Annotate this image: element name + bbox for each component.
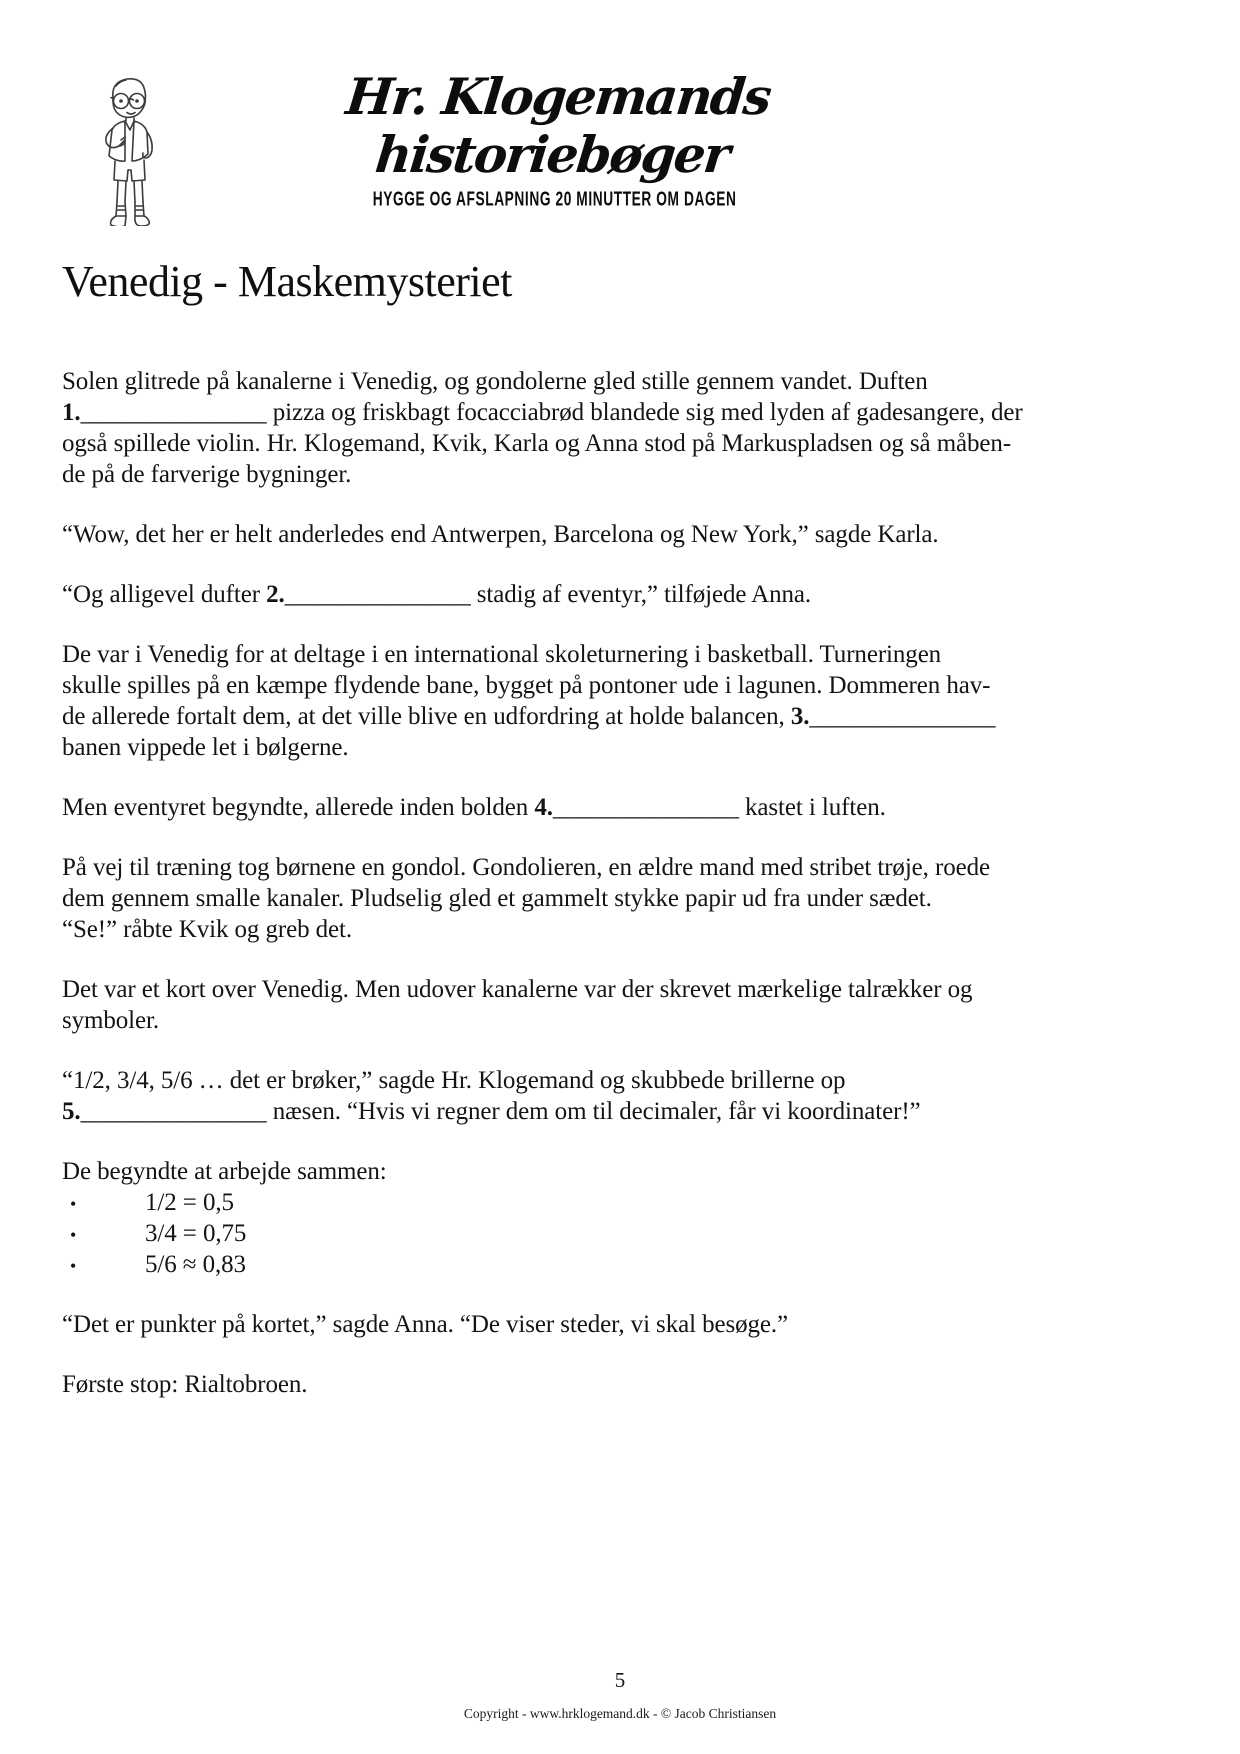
bullet-icon: • [70, 1225, 77, 1245]
story-line: skulle spilles på en kæmpe flydende bane, bygget på pontoner ude i lagunen. Dommeren hav- [62, 672, 991, 699]
story-line: Solen glitrede på kanalerne i Venedig, og gondolerne gled stille gennem vandet. Duften [62, 368, 928, 395]
bullet-icon: • [70, 1256, 77, 1276]
brand-block [205, 67, 905, 210]
story-line: de allerede fortalt dem, at det ville blive en udfordring at holde balancen, 3._______________ [62, 703, 996, 730]
page-title: Venedig - Maskemysteriet [62, 257, 512, 306]
bullet-text: 5/6 ≈ 0,83 [145, 1251, 246, 1278]
story-line: “Se!” råbte Kvik og greb det. [62, 916, 353, 943]
story-line: dem gennem smalle kanaler. Pludselig gled et gammelt stykke papir ud fra under sædet. [62, 885, 932, 912]
story-line: “Wow, det her er helt anderledes end Antwerpen, Barcelona og New York,” sagde Karla. [62, 521, 939, 548]
story-line: “Det er punkter på kortet,” sagde Anna. “De viser steder, vi skal besøge.” [62, 1311, 789, 1338]
bullet-text: 1/2 = 0,5 [145, 1189, 234, 1216]
paragraph [62, 852, 1172, 945]
story-line: de på de farverige bygninger. [62, 461, 352, 488]
story-line: Men eventyret begyndte, allerede inden bolden 4._______________ kastet i luften. [62, 794, 886, 821]
brand-subtitle: HYGGE OG AFSLAPNING 20 MINUTTER OM DAGEN [373, 187, 737, 210]
paragraph [62, 639, 1172, 763]
bullet-item [62, 1249, 1172, 1280]
paragraph [62, 1065, 1172, 1127]
story-text [62, 366, 1172, 1429]
brand-header [85, 68, 1180, 228]
story-line: “1/2, 3/4, 5/6 … det er brøker,” sagde Hr. Klogemand og skubbede brillerne op [62, 1067, 846, 1094]
story-line: Første stop: Rialtobroen. [62, 1371, 308, 1398]
story-line: De begyndte at arbejde sammen: [62, 1158, 387, 1185]
story-line: 1._______________ pizza og friskbagt focacciabrød blandede sig med lyden af gadesangere, der [62, 399, 1023, 426]
page-number: 5 [614, 1668, 626, 1692]
bullet-item [62, 1218, 1172, 1249]
brand-title: Hr. Klogemands historiebøger [343, 67, 773, 184]
story-line: symboler. [62, 1007, 160, 1034]
bullet-item [62, 1187, 1172, 1218]
bullet-icon: • [70, 1194, 77, 1214]
bullet-text: 3/4 = 0,75 [145, 1220, 247, 1247]
story-line: banen vippede let i bølgerne. [62, 734, 349, 761]
paragraph [62, 1309, 1172, 1340]
paragraph [62, 792, 1172, 823]
story-line: Det var et kort over Venedig. Men udover kanalerne var der skrevet mærkelige talrækker og [62, 976, 973, 1003]
paragraph [62, 1369, 1172, 1400]
paragraph [62, 974, 1172, 1036]
story-line: 5._______________ næsen. “Hvis vi regner dem om til decimaler, får vi koordinater!” [62, 1098, 921, 1125]
story-line: På vej til træning tog børnene en gondol. Gondolieren, en ældre mand med stribet trøje, roede [62, 854, 990, 881]
paragraph [62, 519, 1172, 550]
paragraph [62, 366, 1172, 490]
paragraph [62, 579, 1172, 610]
mascot-boy-icon [85, 74, 169, 226]
paragraph [62, 1156, 1172, 1280]
copyright-line: Copyright - www.hrklogemand.dk - © Jacob Christiansen [463, 1706, 777, 1721]
story-line: også spillede violin. Hr. Klogemand, Kvik, Karla og Anna stod på Markuspladsen og så måben- [62, 430, 1012, 457]
story-line: “Og alligevel dufter 2._______________ stadig af eventyr,” tilføjede Anna. [62, 581, 812, 608]
story-line: De var i Venedig for at deltage i en international skoleturnering i basketball. Turneringen [62, 641, 942, 668]
